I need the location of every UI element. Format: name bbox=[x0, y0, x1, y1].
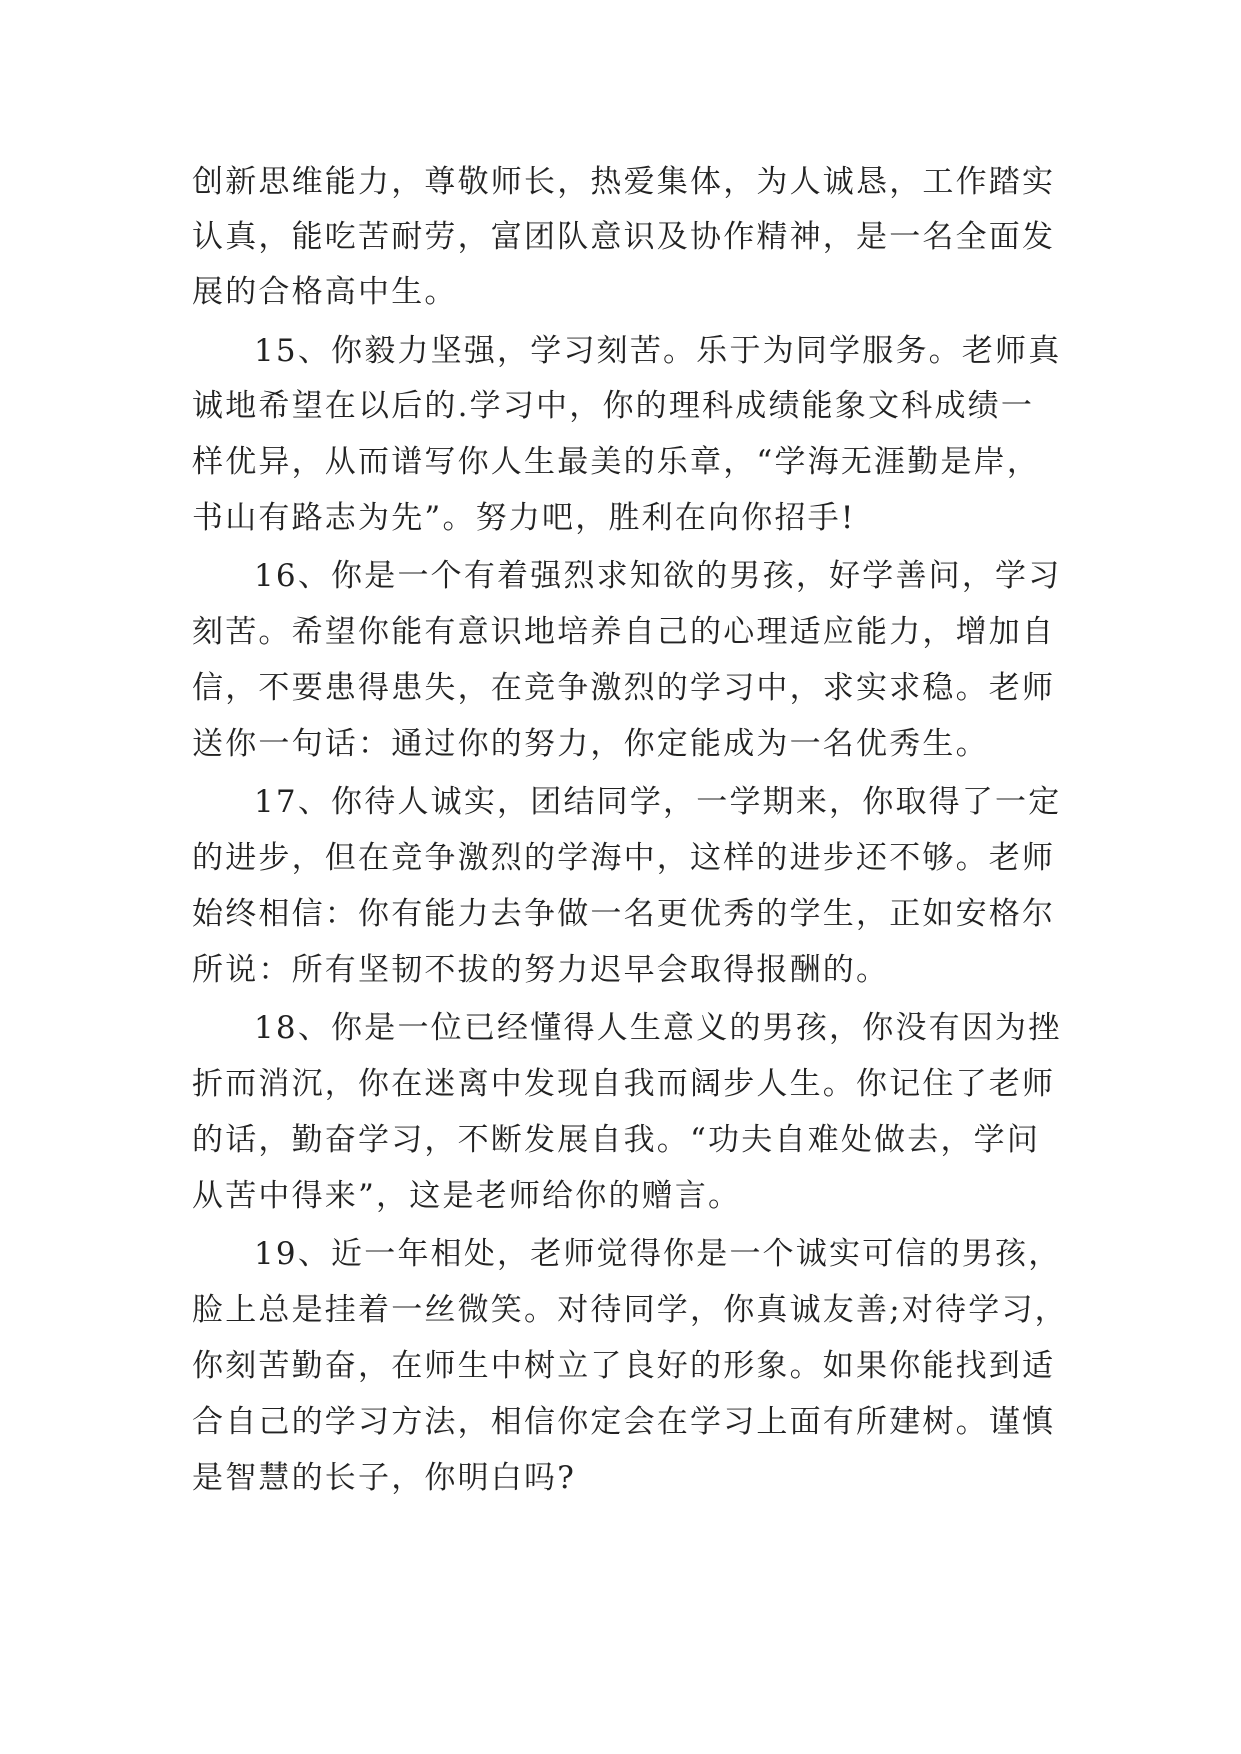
text-line: 书山有路志为先”。努力吧，胜利在向你招手! bbox=[192, 500, 856, 536]
paragraph-19-first-line: 19、近一年相处，老师觉得你是一个诚实可信的男孩， bbox=[254, 1236, 1062, 1272]
text-line: 刻苦。希望你能有意识地培养自己的心理适应能力，增加自 bbox=[192, 614, 1056, 650]
text-line: 展的合格高中生。 bbox=[192, 274, 458, 310]
paragraph-17-first-line: 17、你待人诚实，团结同学，一学期来，你取得了一定 bbox=[254, 784, 1062, 820]
text-line: 折而消沉，你在迷离中发现自我而阔步人生。你记住了老师 bbox=[192, 1066, 1056, 1102]
paragraph-15-first-line: 15、你毅力坚强，学习刻苦。乐于为同学服务。老师真 bbox=[254, 333, 1062, 369]
text-line: 是智慧的长子，你明白吗? bbox=[192, 1460, 577, 1496]
text-line: 从苦中得来”，这是老师给你的赠言。 bbox=[192, 1178, 742, 1214]
paragraph-18-first-line: 18、你是一位已经懂得人生意义的男孩，你没有因为挫 bbox=[254, 1010, 1062, 1046]
text-line: 创新思维能力，尊敬师长，热爱集体，为人诚恳，工作踏实 bbox=[192, 164, 1056, 200]
text-line: 合自己的学习方法，相信你定会在学习上面有所建树。谨慎 bbox=[192, 1404, 1056, 1440]
text-line: 始终相信：你有能力去争做一名更优秀的学生，正如安格尔 bbox=[192, 896, 1056, 932]
text-line: 信，不要患得患失，在竞争激烈的学习中，求实求稳。老师 bbox=[192, 670, 1056, 706]
paragraph-16-first-line: 16、你是一个有着强烈求知欲的男孩，好学善问，学习 bbox=[254, 558, 1062, 594]
text-line: 所说：所有坚韧不拔的努力迟早会取得报酬的。 bbox=[192, 952, 890, 988]
text-line: 诚地希望在以后的.学习中，你的理科成绩能象文科成绩一 bbox=[192, 388, 1035, 424]
text-line: 的进步，但在竞争激烈的学海中，这样的进步还不够。老师 bbox=[192, 840, 1056, 876]
text-line: 样优异，从而谱写你人生最美的乐章，“学海无涯勤是岸， bbox=[192, 444, 1041, 480]
text-line: 认真，能吃苦耐劳，富团队意识及协作精神，是一名全面发 bbox=[192, 219, 1056, 255]
text-line: 的话，勤奋学习，不断发展自我。“功夫自难处做去，学问 bbox=[192, 1122, 1041, 1158]
text-line: 送你一句话：通过你的努力，你定能成为一名优秀生。 bbox=[192, 726, 989, 762]
text-line: 你刻苦勤奋，在师生中树立了良好的形象。如果你能找到适 bbox=[192, 1348, 1056, 1384]
text-line: 脸上总是挂着一丝微笑。对待同学，你真诚友善;对待学习， bbox=[192, 1292, 1068, 1328]
